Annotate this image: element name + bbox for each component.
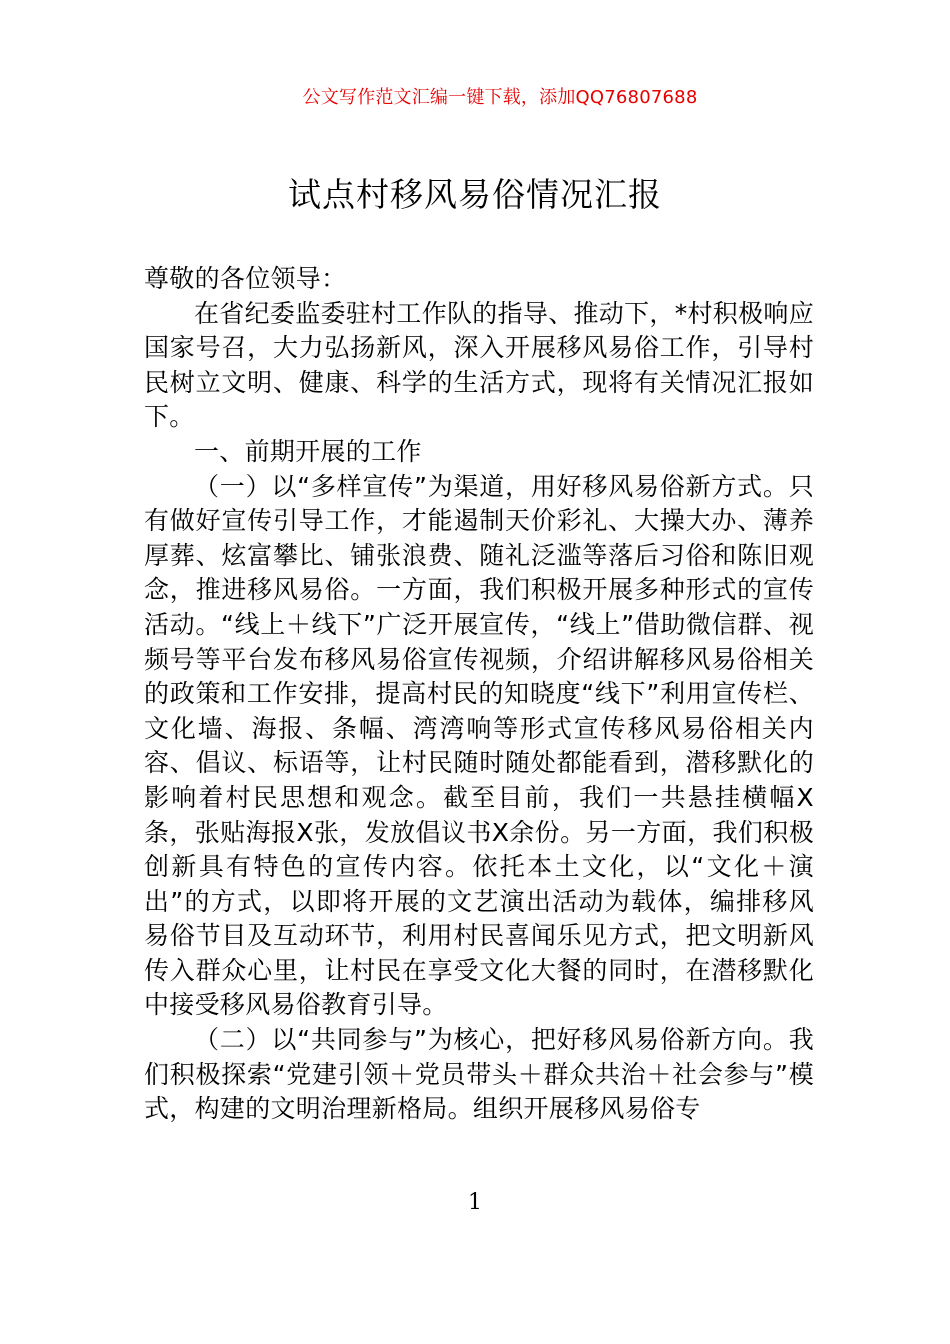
- salutation: 尊敬的各位领导：: [144, 264, 347, 293]
- document-title: 试点村移风易俗情况汇报: [288, 175, 662, 214]
- download-banner: 公文写作范文汇编一键下载，添加QQ76807688: [302, 87, 698, 108]
- page-number: 1: [468, 1190, 482, 1215]
- section-heading-1: 一、前期开展的工作: [194, 436, 422, 466]
- document-body: [144, 262, 814, 1127]
- paragraph-intro: 在省纪委监委驻村工作队的指导、推动下，*村积极响应国家号召，大力弘扬新风，深入开展移风易俗工作，引导村民树立文明、健康、科学的生活方式，现将有关情况汇报如下。: [144, 298, 815, 432]
- paragraph-subsection-1: （一）以“多样宣传”为渠道，用好移风易俗新方式。只有做好宣传引导工作，才能遏制天价彩礼、大操大办、薄养厚葬、炫富攀比、铺张浪费、随礼泛滥等落后习俗和陈旧观念，推进移风易俗。一方面，我们积极开展多种形式的宣传活动。“线上＋线下”广泛开展宣传，“线上”借助微信群、视频号等平台发布移风易俗宣传视频，介绍讲解移风易俗相关的政策和工作安排，提高村民的知晓度“线下”利用宣传栏、文化墙、海报、条幅、湾湾响等形式宣传移风易俗相关内容、倡议、标语等，让村民随时随处都能看到，潜移默化的影响着村民思想和观念。截至目前，我们一共悬挂横幅X条，张贴海报X张，发放倡议书X余份。另一方面，我们积极创新具有特色的宣传内容。依托本土文化，以“文化＋演出”的方式，以即将开展的文艺演出活动为载体，编排移风易俗节目及互动环节，利用村民喜闻乐见方式，把文明新风传入群众心里，让村民在享受文化大餐的同时，在潜移默化中接受移风易俗教育引导。: [144, 471, 814, 1020]
- paragraph-subsection-2: （二）以“共同参与”为核心，把好移风易俗新方向。我们积极探索“党建引领＋党员带头＋群众共治＋社会参与”模式，构建的文明治理新格局。组织开展移风易俗专: [144, 1025, 814, 1124]
